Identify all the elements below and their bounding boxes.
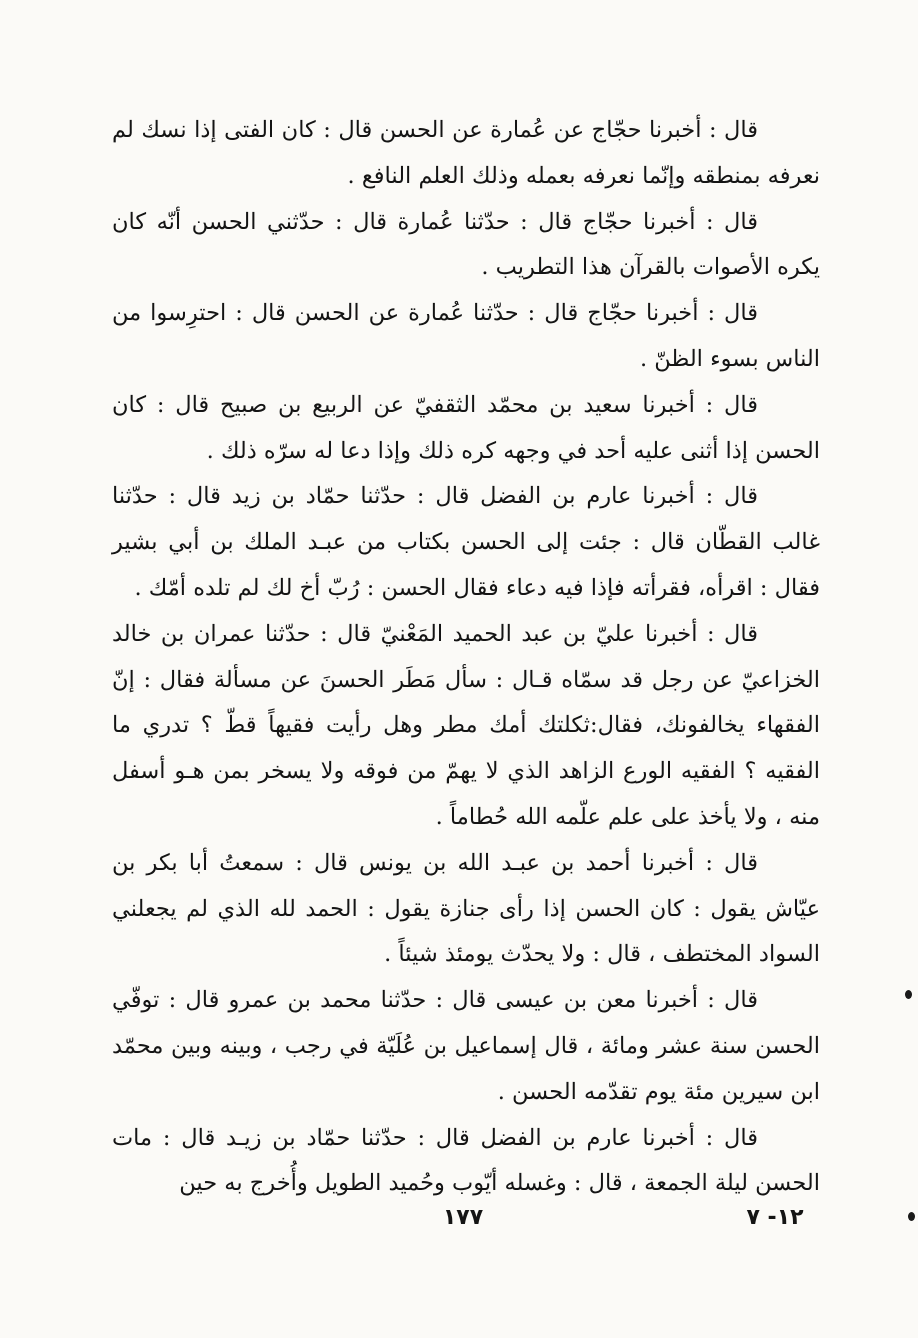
signature-mark: ١٢- ٧	[746, 1205, 804, 1230]
paragraph-8: قال : أخبرنا معن بن عيسى قال : حدّثنا محمد بن عمرو قال : توفّي الحسن سنة عشر ومائة ، قال إسماعيل بن عُلَيّة في رجب ، وبينه وبين محمّد ابن سيرين مئة يوم تقدّمه الحسن .	[112, 987, 820, 1105]
scan-speck-left	[905, 990, 912, 999]
paragraph-1: قال : أخبرنا حجّاج عن عُمارة عن الحسن قال : كان الفتى إذا نسك لم نعرفه بمنطقه وإنّما نعرفه بعمله وذلك العلم النافع .	[112, 117, 820, 189]
paragraph-9: قال : أخبرنا عارم بن الفضل قال : حدّثنا حمّاد بن زيـد قال : مات الحسن ليلة الجمعة ، قال : وغسله أيّوب وحُميد الطويل وأُخرج به حين	[112, 1124, 820, 1197]
paragraph-2: قال : أخبرنا حجّاج قال : حدّثنا عُمارة قال : حدّثني الحسن أنّه كان يكره الأصوات بالقرآن هذا التطريب .	[112, 208, 820, 281]
page-number: ١٧٧	[442, 1205, 484, 1230]
page-footer	[0, 1205, 918, 1245]
paragraph-4: قال : أخبرنا سعيد بن محمّد الثقفيّ عن الربيع بن صبيح قال : كان الحسن إذا أثنى عليه أحد في وجهه كره ذلك وإذا دعا له سرّه ذلك .	[112, 391, 820, 464]
paragraph-5: قال : أخبرنا عارم بن الفضل قال : حدّثنا حمّاد بن زيد قال : حدّثنا غالب القطّان قال : جئت إلى الحسن بكتاب من عبـد الملك بن أبي بشير فقال : اقرأه، فقرأته فإذا فيه دعاء فقال الحسن : رُبّ أخ لك لم تلده أمّك .	[112, 483, 820, 601]
paragraph-6: قال : أخبرنا عليّ بن عبد الحميد المَعْنيّ قال : حدّثنا عمران بن خالد الخزاعيّ عن رجل قد سمّاه قـال : سأل مَطَر الحسنَ عن مسألة فقال : إنّ الفقهاء يخالفونك، فقال:ثكلتك أمك مطر وهل رأيت فقيهاً قطّ ؟ تدري ما الفقيه ؟ الفقيه الورع الزاهد الذي لا يهمّ من فوقه ولا يسخر بمن هـو أسفل منه ، ولا يأخذ على علم علّمه الله حُطاماً .	[112, 620, 820, 830]
paragraph-7: قال : أخبرنا أحمد بن عبـد الله بن يونس قال : سمعتُ أبا بكر بن عيّاش يقول : كان الحسن إذا رأى جنازة يقول : الحمد لله الذي لم يجعلني السواد المختطف ، قال : ولا يحدّث يومئذ شيئاً .	[112, 849, 820, 968]
scan-speck-right	[908, 1212, 915, 1221]
main-text-block	[112, 108, 820, 1207]
paragraph-3: قال : أخبرنا حجّاج قال : حدّثنا عُمارة عن الحسن قال : احترِسوا من الناس بسوء الظنّ .	[112, 300, 820, 372]
